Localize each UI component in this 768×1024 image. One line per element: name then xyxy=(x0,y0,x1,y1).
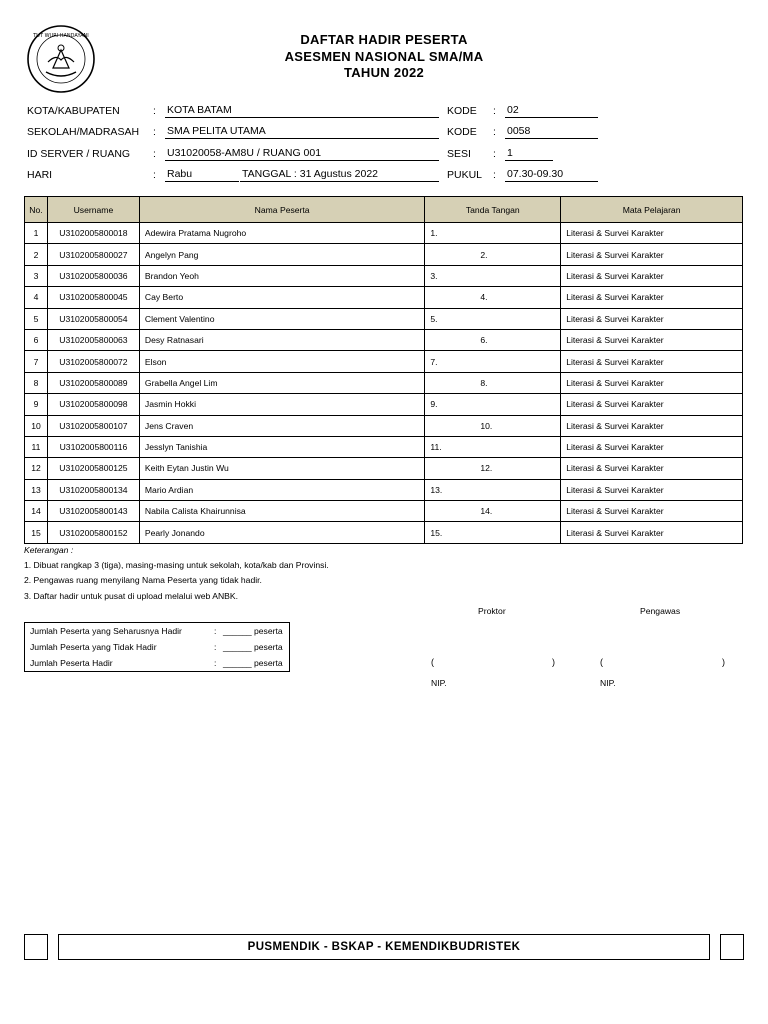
row-tanda-tangan: 14. xyxy=(425,501,561,522)
pukul-label: PUKUL xyxy=(447,169,483,181)
row-mata-pelajaran: Literasi & Survei Karakter xyxy=(561,287,743,308)
table-row xyxy=(25,394,743,415)
pengawas-label: Pengawas xyxy=(640,606,681,616)
row-username: U3102005800143 xyxy=(47,501,139,522)
row-number: 14 xyxy=(25,501,48,522)
row-number: 12 xyxy=(25,458,48,479)
sesi-label: SESI xyxy=(447,148,471,160)
row-tanda-tangan: 5. xyxy=(425,308,561,329)
table-row xyxy=(25,436,743,457)
row-nama-peserta: Angelyn Pang xyxy=(139,244,424,265)
row-mata-pelajaran: Literasi & Survei Karakter xyxy=(561,501,743,522)
row-tanda-tangan: 13. xyxy=(425,479,561,500)
server-label: ID SERVER / RUANG xyxy=(27,148,131,160)
note-item: 2. Pengawas ruang menyilang Nama Peserta yang tidak hadir. xyxy=(24,575,262,585)
colon: : xyxy=(153,105,156,117)
row-username: U3102005800098 xyxy=(47,394,139,415)
note-item: 1. Dibuat rangkap 3 (tiga), masing-masing untuk sekolah, kota/kab dan Provinsi. xyxy=(24,560,329,570)
row-username: U3102005800072 xyxy=(47,351,139,372)
table-row xyxy=(25,501,743,522)
row-mata-pelajaran: Literasi & Survei Karakter xyxy=(561,436,743,457)
row-mata-pelajaran: Literasi & Survei Karakter xyxy=(561,351,743,372)
summary-unit: peserta xyxy=(254,626,283,636)
row-nama-peserta: Pearly Jonando xyxy=(139,522,424,543)
sekolah-value: SMA PELITA UTAMA xyxy=(165,125,439,139)
kode-sekolah-label: KODE xyxy=(447,126,477,138)
colon: : xyxy=(214,626,217,636)
row-mata-pelajaran: Literasi & Survei Karakter xyxy=(561,244,743,265)
row-username: U3102005800152 xyxy=(47,522,139,543)
column-header-tanda-tangan: Tanda Tangan xyxy=(425,197,561,223)
row-number: 4 xyxy=(25,287,48,308)
row-tanda-tangan: 8. xyxy=(425,372,561,393)
kode-sekolah-value: 0058 xyxy=(505,125,598,139)
proktor-label: Proktor xyxy=(478,606,506,616)
row-username: U3102005800036 xyxy=(47,265,139,286)
column-header-no: No. xyxy=(25,197,48,223)
colon: : xyxy=(493,126,496,138)
row-mata-pelajaran: Literasi & Survei Karakter xyxy=(561,415,743,436)
table-row xyxy=(25,223,743,244)
row-username: U3102005800134 xyxy=(47,479,139,500)
row-number: 11 xyxy=(25,436,48,457)
summary-box xyxy=(24,622,290,672)
table-row xyxy=(25,244,743,265)
row-mata-pelajaran: Literasi & Survei Karakter xyxy=(561,308,743,329)
row-username: U3102005800018 xyxy=(47,223,139,244)
tut-wuri-handayani-logo xyxy=(26,24,96,94)
row-nama-peserta: Desy Ratnasari xyxy=(139,329,424,350)
row-mata-pelajaran: Literasi & Survei Karakter xyxy=(561,372,743,393)
colon: : xyxy=(214,658,217,668)
row-tanda-tangan: 2. xyxy=(425,244,561,265)
row-tanda-tangan: 11. xyxy=(425,436,561,457)
row-username: U3102005800089 xyxy=(47,372,139,393)
row-mata-pelajaran: Literasi & Survei Karakter xyxy=(561,479,743,500)
row-number: 5 xyxy=(25,308,48,329)
table-row xyxy=(25,458,743,479)
table-header-row xyxy=(25,197,743,223)
column-header-mata-pelajaran: Mata Pelajaran xyxy=(561,197,743,223)
row-tanda-tangan: 4. xyxy=(425,287,561,308)
row-number: 9 xyxy=(25,394,48,415)
table-row xyxy=(25,287,743,308)
pengawas-close-paren: ) xyxy=(722,657,725,667)
row-number: 10 xyxy=(25,415,48,436)
kode-value: 02 xyxy=(505,104,598,118)
row-nama-peserta: Mario Ardian xyxy=(139,479,424,500)
column-header-nama: Nama Peserta xyxy=(139,197,424,223)
proktor-close-paren: ) xyxy=(552,657,555,667)
summary-blank: ______ xyxy=(223,642,252,652)
hari-value: Rabu xyxy=(165,168,239,182)
summary-label: Jumlah Peserta yang Tidak Hadir xyxy=(30,642,157,652)
row-nama-peserta: Grabella Angel Lim xyxy=(139,372,424,393)
table-row xyxy=(25,265,743,286)
row-mata-pelajaran: Literasi & Survei Karakter xyxy=(561,394,743,415)
table-row xyxy=(25,308,743,329)
table-row xyxy=(25,329,743,350)
row-nama-peserta: Elson xyxy=(139,351,424,372)
row-username: U3102005800045 xyxy=(47,287,139,308)
table-row xyxy=(25,479,743,500)
row-username: U3102005800054 xyxy=(47,308,139,329)
table-row xyxy=(25,372,743,393)
row-username: U3102005800116 xyxy=(47,436,139,457)
table-row xyxy=(25,522,743,543)
proktor-open-paren: ( xyxy=(431,657,434,667)
kota-label: KOTA/KABUPATEN xyxy=(27,105,120,117)
pukul-value: 07.30-09.30 xyxy=(505,168,598,182)
row-number: 13 xyxy=(25,479,48,500)
row-mata-pelajaran: Literasi & Survei Karakter xyxy=(561,329,743,350)
row-mata-pelajaran: Literasi & Survei Karakter xyxy=(561,223,743,244)
row-nama-peserta: Clement Valentino xyxy=(139,308,424,329)
pengawas-nip-label: NIP. xyxy=(600,678,616,688)
notes-heading: Keterangan : xyxy=(24,545,74,555)
row-number: 8 xyxy=(25,372,48,393)
row-tanda-tangan: 9. xyxy=(425,394,561,415)
kode-label: KODE xyxy=(447,105,477,117)
table-row xyxy=(25,351,743,372)
kota-value: KOTA BATAM xyxy=(165,104,439,118)
table-row xyxy=(25,415,743,436)
tanggal-value: TANGGAL : 31 Agustus 2022 xyxy=(240,168,439,182)
row-mata-pelajaran: Literasi & Survei Karakter xyxy=(561,458,743,479)
summary-label: Jumlah Peserta yang Seharusnya Hadir xyxy=(30,626,182,636)
note-item: 3. Daftar hadir untuk pusat di upload melalui web ANBK. xyxy=(24,591,239,601)
footer-left-box xyxy=(24,934,48,960)
row-nama-peserta: Jasmin Hokki xyxy=(139,394,424,415)
row-username: U3102005800027 xyxy=(47,244,139,265)
row-number: 2 xyxy=(25,244,48,265)
summary-blank: ______ xyxy=(223,658,252,668)
footer-right-box xyxy=(720,934,744,960)
row-tanda-tangan: 15. xyxy=(425,522,561,543)
row-number: 6 xyxy=(25,329,48,350)
row-number: 3 xyxy=(25,265,48,286)
sesi-value: 1 xyxy=(505,147,553,161)
table-body xyxy=(25,223,743,544)
row-nama-peserta: Keith Eytan Justin Wu xyxy=(139,458,424,479)
proktor-nip-label: NIP. xyxy=(431,678,447,688)
row-tanda-tangan: 7. xyxy=(425,351,561,372)
row-number: 15 xyxy=(25,522,48,543)
row-nama-peserta: Brandon Yeoh xyxy=(139,265,424,286)
colon: : xyxy=(493,169,496,181)
row-nama-peserta: Jens Craven xyxy=(139,415,424,436)
row-number: 1 xyxy=(25,223,48,244)
row-nama-peserta: Cay Berto xyxy=(139,287,424,308)
page-title-line1: DAFTAR HADIR PESERTA xyxy=(300,32,468,47)
page-title-line2: ASESMEN NASIONAL SMA/MA xyxy=(284,49,484,64)
hari-label: HARI xyxy=(27,169,53,181)
colon: : xyxy=(214,642,217,652)
row-nama-peserta: Jesslyn Tanishia xyxy=(139,436,424,457)
row-nama-peserta: Adewira Pratama Nugroho xyxy=(139,223,424,244)
row-tanda-tangan: 3. xyxy=(425,265,561,286)
attendance-table xyxy=(24,196,743,544)
row-nama-peserta: Nabila Calista Khairunnisa xyxy=(139,501,424,522)
column-header-username: Username xyxy=(47,197,139,223)
colon: : xyxy=(493,105,496,117)
page-title-line3: TAHUN 2022 xyxy=(343,65,425,80)
row-number: 7 xyxy=(25,351,48,372)
footer-title: PUSMENDIK - BSKAP - KEMENDIKBUDRISTEK xyxy=(58,934,710,960)
row-username: U3102005800125 xyxy=(47,458,139,479)
row-username: U3102005800107 xyxy=(47,415,139,436)
summary-unit: peserta xyxy=(254,658,283,668)
summary-blank: ______ xyxy=(223,626,252,636)
sekolah-label: SEKOLAH/MADRASAH xyxy=(27,126,140,138)
colon: : xyxy=(153,169,156,181)
row-tanda-tangan: 1. xyxy=(425,223,561,244)
colon: : xyxy=(153,126,156,138)
svg-text:TUT WURI HANDAYANI: TUT WURI HANDAYANI xyxy=(33,33,89,39)
summary-unit: peserta xyxy=(254,642,283,652)
pengawas-open-paren: ( xyxy=(600,657,603,667)
row-tanda-tangan: 12. xyxy=(425,458,561,479)
row-mata-pelajaran: Literasi & Survei Karakter xyxy=(561,265,743,286)
server-value: U31020058-AM8U / RUANG 001 xyxy=(165,147,439,161)
colon: : xyxy=(493,148,496,160)
summary-label: Jumlah Peserta Hadir xyxy=(30,658,113,668)
row-tanda-tangan: 6. xyxy=(425,329,561,350)
row-tanda-tangan: 10. xyxy=(425,415,561,436)
row-username: U3102005800063 xyxy=(47,329,139,350)
row-mata-pelajaran: Literasi & Survei Karakter xyxy=(561,522,743,543)
colon: : xyxy=(153,148,156,160)
